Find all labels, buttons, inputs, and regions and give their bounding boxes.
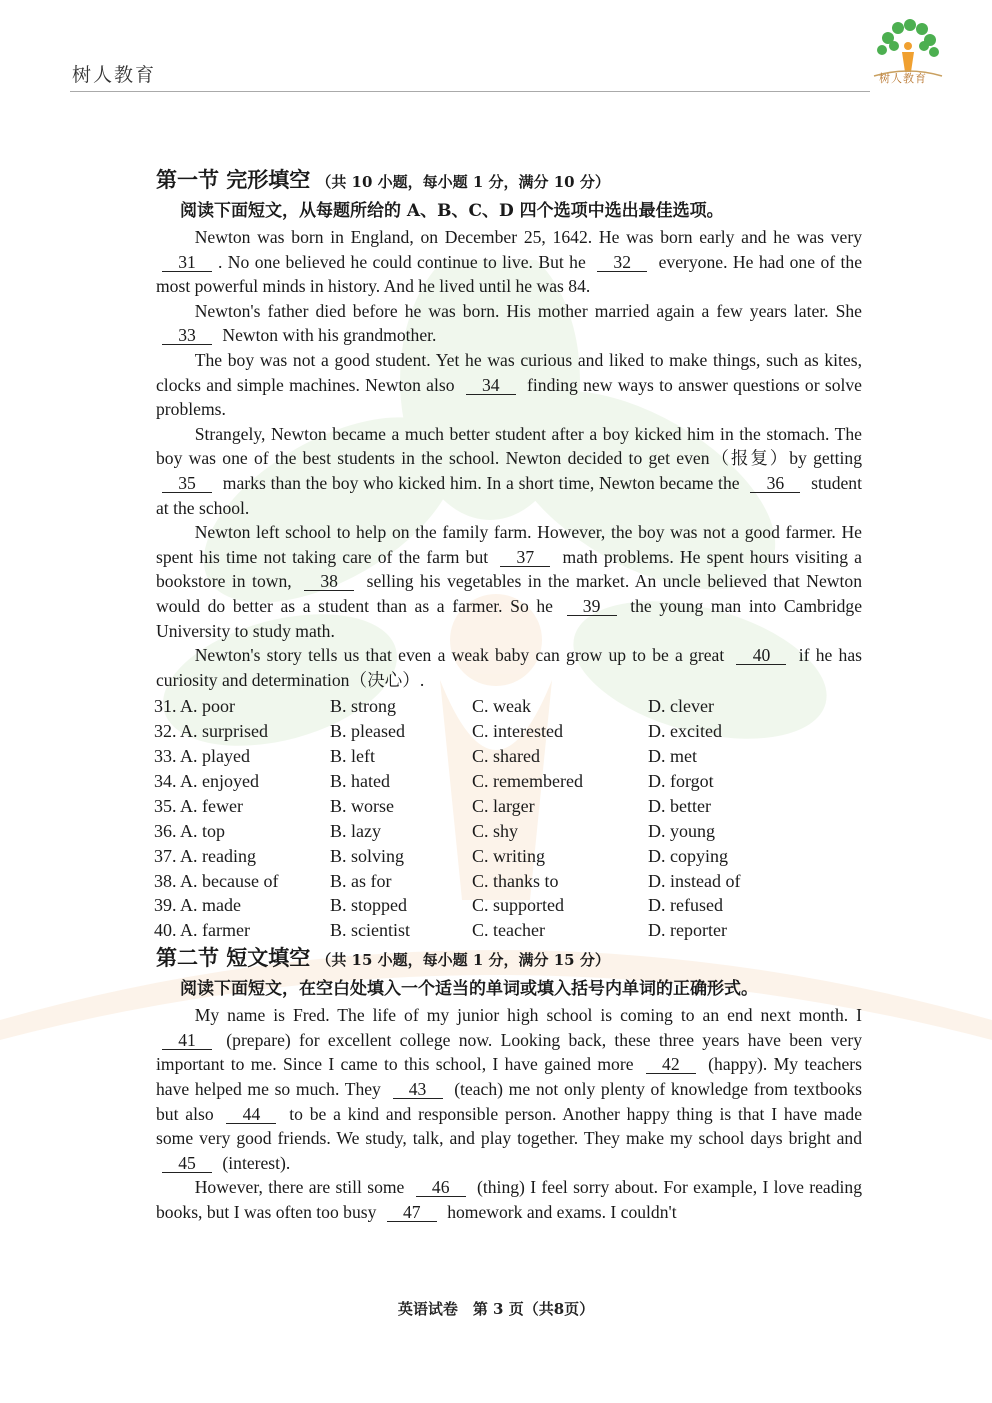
option-row <box>154 694 862 719</box>
option-choice[interactable]: 35. A. fewer <box>154 795 243 816</box>
passage-text: marks than the boy who kicked him. In a short time, Newton became the <box>218 472 745 493</box>
section2-heading <box>156 943 862 975</box>
option-choice[interactable]: C. interested <box>472 721 563 742</box>
section2-instruction: 阅读下面短文，在空白处填入一个适当的单词或填入括号内单词的正确形式。 <box>180 979 758 1000</box>
passage-text: (thing) I feel sorry about. For example, I love reading books, but I was often too busy <box>156 1177 863 1222</box>
header-divider <box>70 91 870 92</box>
passage-text: to be a kind and responsible person. Another happy thing is that I have made some very good friends. We study, talk, and play together. They make my school days bright and <box>156 1103 862 1149</box>
option-choice[interactable]: B. left <box>330 746 375 767</box>
blank-36[interactable]: 36 <box>750 474 800 493</box>
option-choice[interactable]: B. worse <box>330 795 394 816</box>
option-row <box>154 869 862 894</box>
passage-text: (teach) me not only plenty of knowledge from textbooks but also <box>156 1078 862 1124</box>
passage-text: Newton with his grandmother. <box>218 325 437 346</box>
option-row <box>154 819 862 844</box>
section1-paragraph <box>156 348 862 422</box>
option-choice[interactable]: B. pleased <box>330 721 405 742</box>
logo-caption: 树人教育 <box>879 72 927 85</box>
option-choice[interactable]: 32. A. surprised <box>154 721 268 742</box>
passage-text: student at the school. <box>156 472 862 518</box>
passage-text: My name is Fred. The life of my junior high school is coming to an end next month. I <box>194 1005 862 1026</box>
option-choice[interactable]: 39. A. made <box>154 895 241 916</box>
passage-text: homework and exams. I couldn't <box>442 1201 677 1222</box>
section1-instruction: 阅读下面短文，从每题所给的 A、B、C、D 四个选项中选出最佳选项。 <box>180 201 724 221</box>
section1-subtitle: （共 10 小题，每小题 1 分，满分 10 分） <box>316 173 610 191</box>
blank-44[interactable]: 44 <box>226 1105 276 1124</box>
blank-35[interactable]: 35 <box>162 474 212 493</box>
blank-42[interactable]: 42 <box>646 1055 696 1074</box>
section1-paragraph <box>156 520 862 643</box>
section1-passage <box>156 225 862 692</box>
option-choice[interactable]: C. shared <box>472 746 540 767</box>
option-row <box>154 719 862 744</box>
passage-text: the young man into Cambridge University to study math. <box>156 595 862 641</box>
option-choice[interactable]: B. strong <box>330 696 397 717</box>
section2-paragraph <box>156 1175 862 1224</box>
passage-text: (interest). <box>218 1152 291 1173</box>
section1-heading <box>156 165 862 197</box>
option-choice[interactable]: C. weak <box>472 696 531 717</box>
passage-text: Strangely, Newton became a much better student after a boy kicked him in the stomach. The boy was one of the best students in the school. Newton decided to get even（报复）by getting <box>156 423 862 469</box>
passage-text: The boy was not a good student. Yet he was curious and liked to make things, such as kites, clocks and simple machines. Newton also <box>156 349 862 395</box>
section1-paragraph <box>156 643 862 692</box>
option-choice[interactable]: C. teacher <box>472 920 545 941</box>
blank-47[interactable]: 47 <box>387 1203 437 1222</box>
option-choice[interactable]: B. solving <box>330 845 405 866</box>
option-choice[interactable]: B. as for <box>330 870 392 891</box>
passage-text: Newton was born in England, on December 25, 1642. He was born early and he was very <box>194 227 862 247</box>
option-choice[interactable]: 40. A. farmer <box>154 920 250 941</box>
blank-46[interactable]: 46 <box>416 1178 466 1197</box>
blank-34[interactable]: 34 <box>466 376 516 395</box>
passage-text: selling his vegetables in the market. An uncle believed that Newton would do better as a student than as a farmer. So he <box>156 571 862 616</box>
option-choice[interactable]: D. copying <box>648 845 728 866</box>
option-choice[interactable]: 36. A. top <box>154 820 226 841</box>
passage-text: Newton's father died before he was born. His mother married again a few years later. She <box>194 300 862 321</box>
blank-32[interactable]: 32 <box>597 253 647 272</box>
option-choice[interactable]: B. lazy <box>330 820 381 841</box>
option-choice[interactable]: C. remembered <box>472 770 583 791</box>
passage-text: if he has curiosity and determination（决心）. <box>156 645 862 690</box>
passage-text: finding new ways to answer questions or solve problems. <box>156 374 862 420</box>
option-row <box>154 918 862 943</box>
passage-text: Newton's story tells us that even a weak baby can grow up to be a great <box>194 645 731 666</box>
option-choice[interactable]: 33. A. played <box>154 746 250 767</box>
option-row <box>154 844 862 869</box>
exam-content <box>156 165 862 1225</box>
section2-passage <box>156 1003 862 1224</box>
passage-text: Newton left school to help on the family farm. However, the boy was not a good farmer. He spent his time not taking care of the farm but <box>156 522 862 567</box>
option-choice[interactable]: D. refused <box>648 895 723 916</box>
option-choice[interactable]: D. met <box>648 746 697 767</box>
blank-39[interactable]: 39 <box>567 597 617 616</box>
blank-37[interactable]: 37 <box>500 548 550 567</box>
option-row <box>154 769 862 794</box>
section2-paragraph <box>156 1003 862 1175</box>
option-choice[interactable]: D. better <box>648 795 711 816</box>
blank-40[interactable]: 40 <box>736 646 786 665</box>
option-choice[interactable]: 31. A. poor <box>154 696 235 717</box>
passage-text: (happy). My teachers have helped me so much. They <box>156 1054 863 1099</box>
blank-41[interactable]: 41 <box>162 1031 212 1050</box>
blank-43[interactable]: 43 <box>393 1080 443 1099</box>
option-choice[interactable]: D. clever <box>648 696 714 717</box>
section1-paragraph <box>156 225 862 299</box>
option-choice[interactable]: D. young <box>648 820 715 841</box>
blank-33[interactable]: 33 <box>162 326 212 345</box>
option-choice[interactable]: C. writing <box>472 845 546 866</box>
option-row <box>154 744 862 769</box>
option-choice[interactable]: C. shy <box>472 820 519 841</box>
option-row <box>154 794 862 819</box>
blank-45[interactable]: 45 <box>162 1154 212 1173</box>
header-org-name: 树人教育 <box>72 64 157 86</box>
blank-38[interactable]: 38 <box>304 572 354 591</box>
option-choice[interactable]: D. forgot <box>648 770 714 791</box>
option-choice[interactable]: B. scientist <box>330 920 410 941</box>
passage-text: However, there are still some <box>194 1177 410 1198</box>
option-choice[interactable]: D. reporter <box>648 920 727 941</box>
option-choice[interactable]: 37. A. reading <box>154 845 256 866</box>
option-choice[interactable]: D. instead of <box>648 870 741 891</box>
passage-text: everyone. He had one of the most powerful minds in history. And he lived until he was 84. <box>156 251 863 297</box>
passage-text: (prepare) for excellent college now. Looking back, these three years have been very important to me. Since I came to this school, I have gained more <box>156 1029 862 1075</box>
section1-paragraph <box>156 299 862 348</box>
option-choice[interactable]: C. thanks to <box>472 870 559 891</box>
passage-text: math problems. He spent hours visiting a bookstore in town, <box>156 546 862 592</box>
option-choice[interactable]: C. supported <box>472 895 564 916</box>
option-row <box>154 893 862 918</box>
blank-31[interactable]: 31 <box>162 253 212 272</box>
section2-title: 第二节 短文填空 <box>156 945 311 971</box>
option-choice[interactable]: C. larger <box>472 795 535 816</box>
section1-title: 第一节 完形填空 <box>156 167 311 192</box>
passage-text: . No one believed he could continue to live. But he <box>218 251 592 272</box>
option-choice[interactable]: 38. A. because of <box>154 870 279 891</box>
option-choice[interactable]: B. stopped <box>330 895 408 916</box>
section2-subtitle: （共 15 小题，每小题 1 分，满分 15 分） <box>316 951 610 970</box>
section1-paragraph <box>156 422 862 520</box>
page-footer: 英语试卷 第 3 页（共8页） <box>397 1300 595 1318</box>
section1-options <box>154 694 862 943</box>
option-choice[interactable]: D. excited <box>648 721 722 742</box>
option-choice[interactable]: B. hated <box>330 770 390 791</box>
option-choice[interactable]: 34. A. enjoyed <box>154 770 259 791</box>
